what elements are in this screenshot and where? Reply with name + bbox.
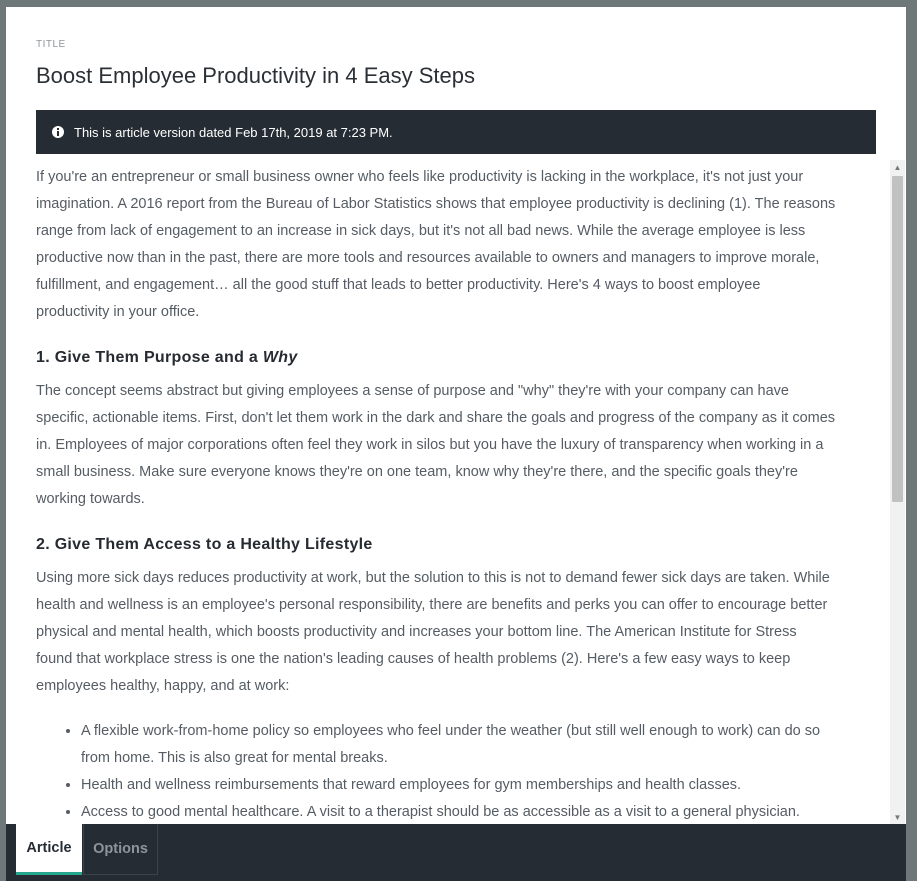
list-item: • Access to good mental healthcare. A visit to a therapist should be as accessible as a visit to a general physician. bbox=[81, 799, 836, 824]
version-notice-text: This is article version dated Feb 17th, 2019 at 7:23 PM. bbox=[74, 124, 393, 140]
bullet-list bbox=[36, 718, 836, 824]
version-notice-bar bbox=[36, 110, 876, 154]
scroll-down-arrow-icon[interactable]: ▼ bbox=[893, 812, 902, 822]
section-heading-text: 1. Give Them Purpose and a bbox=[36, 349, 263, 366]
article-title: Boost Employee Productivity in 4 Easy Steps bbox=[36, 63, 475, 88]
section-heading bbox=[36, 346, 836, 370]
article-scrollbar[interactable] bbox=[890, 160, 905, 824]
tab-article[interactable]: Article bbox=[16, 824, 82, 875]
article-modal bbox=[6, 7, 906, 881]
scrollbar-thumb[interactable] bbox=[892, 176, 903, 502]
tab-options[interactable]: Options bbox=[83, 824, 158, 875]
section-paragraph: Using more sick days reduces productivity at work, but the solution to this is not to demand fewer sick days are taken. While health and wellness is an employee's personal responsibility, there are benefits and perks you can offer to encourage better physical and mental health, which boosts productivity and increases your bottom line. The American Institute for Stress found that workplace stress is one the nation's leading causes of health problems (2). Here's a few easy ways to keep employees healthy, happy, and at work: bbox=[36, 570, 830, 694]
bottom-tab-bar bbox=[6, 824, 906, 881]
article-body bbox=[36, 164, 836, 824]
scroll-up-arrow-icon[interactable]: ▲ bbox=[893, 162, 902, 172]
list-item: • Health and wellness reimbursements that reward employees for gym memberships and health classes. bbox=[81, 772, 836, 799]
info-icon bbox=[52, 126, 64, 138]
section-heading: 2. Give Them Access to a Healthy Lifestyle bbox=[36, 536, 373, 553]
section-paragraph: The concept seems abstract but giving employees a sense of purpose and "why" they're with your company can have specific, actionable items. First, don't let them work in the dark and share the goals and progress of the company as it comes in. Employees of major corporations often feel they work in silos but you have the luxury of transparency when working in a small business. Make sure everyone knows they're on one team, know why they're there, and the specific goals they're working towards. bbox=[36, 383, 836, 507]
title-label: TITLE bbox=[36, 39, 66, 50]
article-intro: If you're an entrepreneur or small business owner who feels like productivity is lacking in the workplace, it's not just your imagination. A 2016 report from the Bureau of Labor Statistics shows that employee productivity is declining (1). The reasons range from lack of engagement to an increase in sick days, but it's not all bad news. While the average employee is less productive now than in the past, there are more tools and resources available to owners and managers to improve morale, fulfillment, and engagement… all the good stuff that leads to better productivity. Here's 4 ways to boost employee productivity in your office. bbox=[36, 169, 836, 320]
list-item: • A flexible work-from-home policy so employees who feel under the weather (but still well enough to work) can do so from home. This is also great for mental breaks. bbox=[81, 718, 836, 772]
section-heading-emphasis: Why bbox=[262, 349, 298, 366]
